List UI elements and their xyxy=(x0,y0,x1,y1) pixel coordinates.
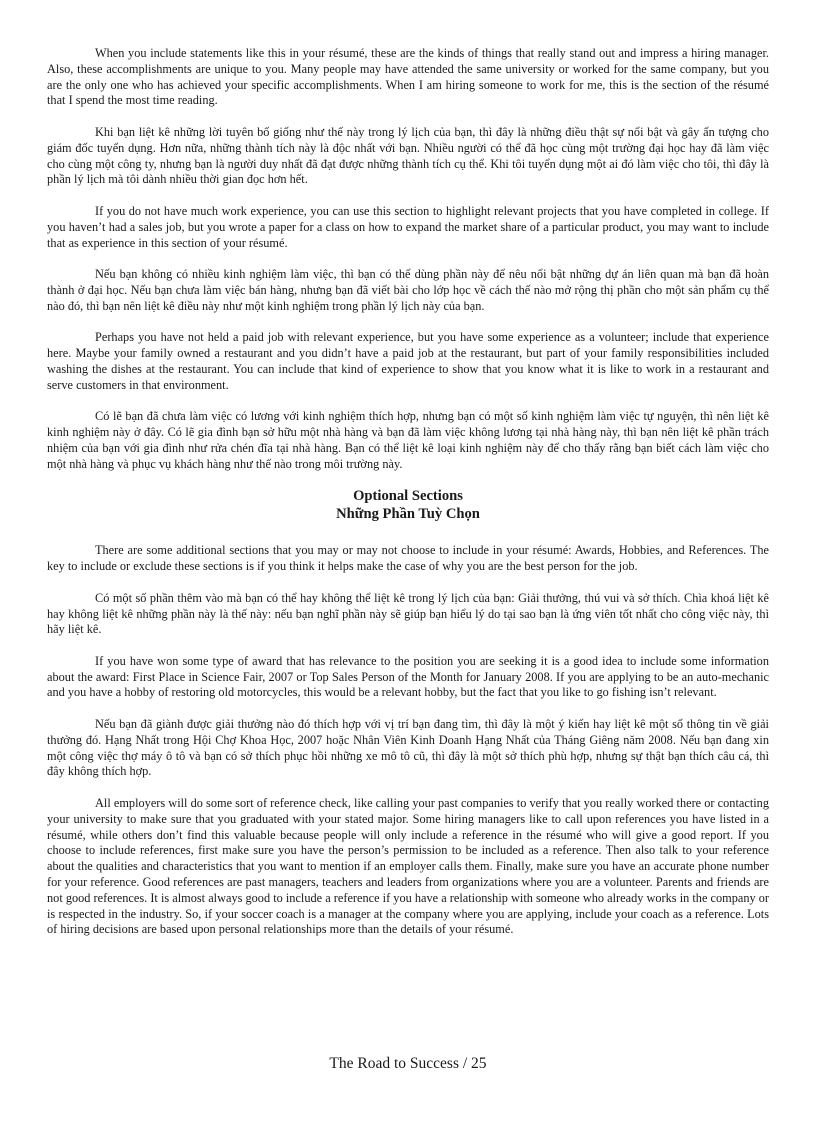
page-footer: The Road to Success / 25 xyxy=(329,1055,487,1072)
paragraph-optional-sections-vi: Có một số phần thêm vào mà bạn có thể hay không thể liệt kê trong lý lịch của bạn: Giải thưởng, thú vui và sở thích. Chìa khoá liệt kê hay không liệt kê những phần này là thế này: nếu bạn nghĩ phần này sẽ giúp bạn hiểu lý do tại sao bạn là ứng viên tốt nhất cho công việc này, thì hãy liệt kê. xyxy=(47,590,769,637)
paragraph-college-projects-en: If you do not have much work experience, you can use this section to highlight relevant projects that you have completed in college. If you haven’t had a sales job, but you wrote a paper for a class on how to expand the market share of a particular product, you may want to include that as experience in this section of your résumé. xyxy=(47,203,769,250)
paragraph-optional-sections-en: There are some additional sections that you may or may not choose to include in your résumé: Awards, Hobbies, and References. The key to include or exclude these sections is if you think it helps make the case of why you are the best person for the job. xyxy=(47,543,769,574)
paragraph-references-en: All employers will do some sort of reference check, like calling your past companies to verify that you really worked there or contacting your university to make sure that you graduated with your stated major. Some hiring managers like to call upon references you have listed in a résumé, while others don’t find this valuable because people will only include a reference in the résumé who will give a good report. If you choose to include references, first make sure you have the person’s permission to be included as a reference. Then also talk to your reference about the qualities and characteristics that you want to mention if an employer calls them. Finally, make sure you have an accurate phone number for your reference. Good references are past managers, teachers and leaders from organizations where you are a volunteer. Parents and friends are not good references. It is almost always good to include a reference if you have a relationship with someone who already works in the company or is respected in the industry. So, if your soccer coach is a manager at the company where you are applying, include your coach as a reference. Lots of hiring decisions are based upon personal relationships more than the details of your résumé. xyxy=(47,796,769,937)
page-body xyxy=(47,46,769,954)
paragraph-awards-hobbies-vi: Nếu bạn đã giành được giải thưởng nào đó thích hợp với vị trí bạn đang tìm, thì đây là một ý kiến hay liệt kê một số thông tin về giải thưởng đó. Hạng Nhất trong Hội Chợ Khoa Học, 2007 hoặc Nhân Viên Kinh Doanh Hạng Nhất của Tháng Giêng năm 2008. Nếu bạn đang xin một công việc thợ máy ô tô và bạn có sở thích phục hồi những xe mô tô cũ, thì đây là một sở thích phù hợp, nhưng sự thật bạn thích câu cá, thì đây không thích hợp. xyxy=(47,717,769,779)
section-title-vietnamese: Những Phần Tuỳ Chọn xyxy=(336,505,480,522)
paragraph-college-projects-vi: Nếu bạn không có nhiều kinh nghiệm làm việc, thì bạn có thể dùng phần này để nêu nổi bật những dự án liên quan mà bạn đã hoàn thành ở đại học. Nếu bạn chưa làm việc bán hàng, nhưng bạn đã viết bài cho lớp học về cách thế nào mở rộng thị phần cho một sản phẩm cụ thể nào đó, thì bạn nên liệt kê điều này như một kinh nghiệm trong phần lý lịch này của bạn. xyxy=(47,267,769,313)
paragraph-resume-accomplishments-en: When you include statements like this in your résumé, these are the kinds of things that really stand out and impress a hiring manager. Also, these accomplishments are unique to you. Many people may have attended the same university or worked for the same company, but you are the only one who has achieved your specific accomplishments. When I am hiring someone to work for me, this is the section of the résumé that I spend the most time reading. xyxy=(47,46,769,108)
section-heading xyxy=(47,488,769,523)
paragraph-resume-accomplishments-vi: Khi bạn liệt kê những lời tuyên bố giống như thế này trong lý lịch của bạn, thì đây là những điều thật sự nổi bật và gây ấn tượng cho giám đốc tuyển dụng. Hơn nữa, những thành tích này là độc nhất với bạn. Nhiều người có thể đã học cùng một trường đại học hay đã làm việc cho cùng một công ty, nhưng bạn là người duy nhất đã đạt được những thành tích cụ thể. Khi tôi tuyển dụng một ai đó làm việc cho tôi, thì đây là phần lý lịch mà tôi dành nhiều thời gian đọc hơn hết. xyxy=(47,124,769,187)
paragraph-awards-hobbies-en: If you have won some type of award that has relevance to the position you are seeking it is a good idea to include some information about the award: First Place in Science Fair, 2007 or Top Sales Person of the Month for January 2008. If you are applying to be an auto-mechanic and you have a hobby of restoring old motorcycles, this would be a relevant hobby, but the fact that you like to go fishing isn’t relevant. xyxy=(47,653,769,700)
paragraph-volunteer-experience-vi: Có lẽ bạn đã chưa làm việc có lương với kinh nghiệm thích hợp, nhưng bạn có một số kinh nghiệm làm việc tự nguyện, thì nên liệt kê kinh nghiệm này ở đây. Có lẽ gia đình bạn sở hữu một nhà hàng và bạn đã làm việc không lương tại nhà hàng này, thì bạn nên liệt kê phần trách nhiệm của bạn với gia đình như rửa chén đĩa tại nhà hàng. Bạn có thể liệt kê loại kinh nghiệm này để cho thấy rằng bạn biết cách làm việc cho một nhà hàng và phục vụ khách hàng như thế nào trong môi trường này. xyxy=(47,409,769,471)
section-title-english: Optional Sections xyxy=(353,488,463,505)
paragraph-volunteer-experience-en: Perhaps you have not held a paid job with relevant experience, but you have some experience as a volunteer; include that experience here. Maybe your family owned a restaurant and you didn’t have a paid job at the restaurant, but part of your family responsibilities included washing the dishes at the restaurant. You can include that kind of experience to show that you know what it is like to work in a restaurant and serve customers in that environment. xyxy=(47,330,769,392)
